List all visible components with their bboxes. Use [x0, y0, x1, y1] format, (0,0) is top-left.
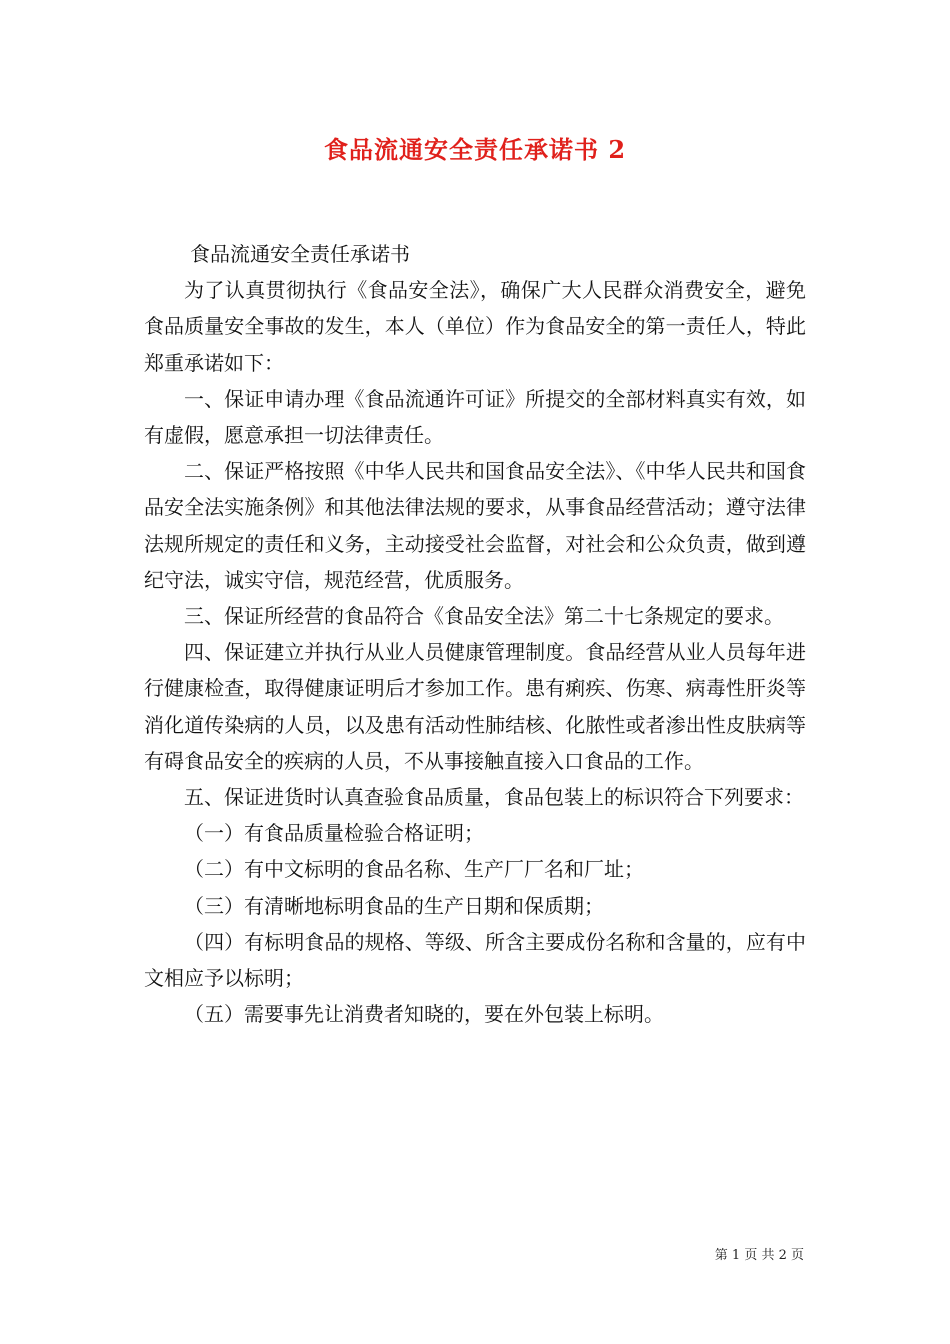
paragraph-commitment-2: 二、保证严格按照《中华人民共和国食品安全法》、《中华人民共和国食品安全法实施条例》和其他法律法规的要求，从事食品经营活动；遵守法律法规所规定的责任和义务，主动接受社会监督，对社会和公众负责，做到遵纪守法，诚实守信，规范经营，优质服务。 — [144, 459, 806, 592]
paragraph-intro: 为了认真贯彻执行《食品安全法》，确保广大人民群众消费安全，避免食品质量安全事故的发生，本人（单位）作为食品安全的第一责任人，特此郑重承诺如下： — [144, 278, 806, 375]
page-number-footer: 第 1 页 共 2 页 — [714, 1248, 804, 1263]
list-item-requirement-5: （五）需要事先让消费者知晓的，要在外包装上标明。 — [184, 1002, 664, 1027]
list-item-requirement-4: （四）有标明食品的规格、等级、所含主要成份名称和含量的，应有中文相应予以标明； — [144, 929, 806, 991]
list-item-requirement-2: （二）有中文标明的食品名称、生产厂厂名和厂址； — [184, 857, 644, 882]
list-item-requirement-1: （一）有食品质量检验合格证明； — [184, 821, 484, 846]
paragraph-commitment-3: 三、保证所经营的食品符合《食品安全法》第二十七条规定的要求。 — [184, 604, 784, 629]
list-item-requirement-3: （三）有清晰地标明食品的生产日期和保质期； — [184, 893, 604, 918]
paragraph-commitment-1: 一、保证申请办理《食品流通许可证》所提交的全部材料真实有效，如有虚假，愿意承担一切法律责任。 — [144, 386, 806, 448]
document-body — [144, 236, 806, 1032]
document-subtitle: 食品流通安全责任承诺书 — [190, 242, 410, 266]
paragraph-commitment-4: 四、保证建立并执行从业人员健康管理制度。食品经营从业人员每年进行健康检查，取得健康证明后才参加工作。患有痢疾、伤寒、病毒性肝炎等消化道传染病的人员，以及患有活动性肺结核、化脓性或者渗出性皮肤病等有碍食品安全的疾病的人员，不从事接触直接入口食品的工作。 — [144, 640, 806, 773]
paragraph-commitment-5: 五、保证进货时认真查验食品质量，食品包装上的标识符合下列要求： — [184, 785, 804, 810]
page-title: 食品流通安全责任承诺书 2 — [323, 135, 627, 164]
